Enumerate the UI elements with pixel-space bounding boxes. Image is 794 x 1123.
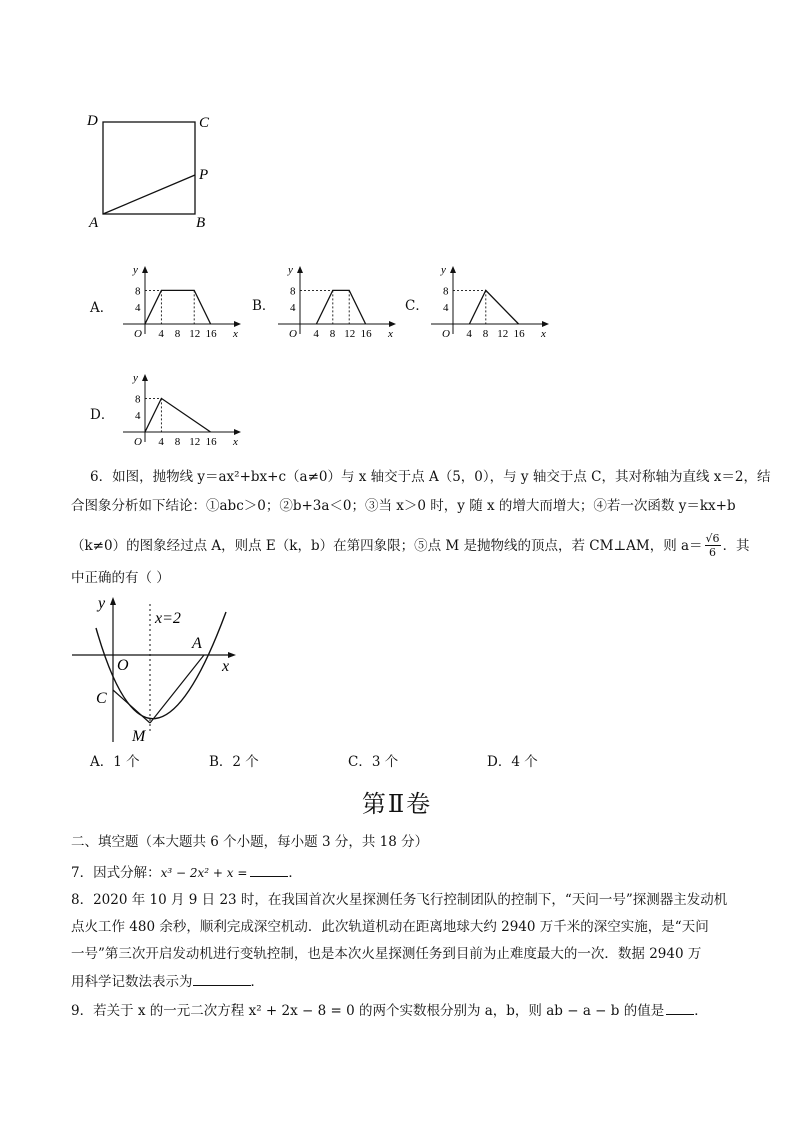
y-tick-label: 8 — [135, 393, 141, 406]
x-tick-label: 12 — [497, 328, 509, 340]
x-axis-arrow-icon — [234, 321, 241, 327]
q5-option-b-graph — [270, 262, 405, 344]
y-axis-label: y — [133, 264, 138, 276]
q5-option-a-label: A． — [90, 300, 114, 316]
x-tick-label: 16 — [513, 328, 525, 340]
part-title: 第Ⅱ卷 — [361, 790, 433, 818]
section-heading: 二、填空题（本大题共 6 个小题，每小题 3 分，共 18 分） — [71, 834, 429, 850]
q6-option-d: D．4 个 — [487, 754, 538, 770]
x-axis-label: x — [388, 328, 393, 340]
x-tick-label: 8 — [329, 328, 336, 340]
q7-expression: x³ − 2x² + x = — [160, 866, 248, 880]
label-axis-x2: x=2 — [155, 610, 181, 627]
label-c: C — [199, 115, 210, 131]
q9 — [71, 1000, 708, 1021]
fraction-numerator: √6 — [705, 532, 720, 545]
y-axis-arrow-icon — [142, 266, 148, 273]
label-d: D — [87, 113, 98, 129]
y-axis-arrow-icon — [142, 374, 148, 381]
y-tick-label: 8 — [135, 285, 141, 298]
x-tick-label: 12 — [344, 328, 356, 340]
y-tick-label: 8 — [443, 285, 449, 298]
q7-answer-blank — [250, 862, 288, 877]
function-graph-line — [316, 290, 365, 324]
x-tick-label: 4 — [466, 328, 472, 340]
x-tick-label: 4 — [158, 436, 164, 448]
x-axis-arrow-icon — [234, 429, 241, 435]
x-axis-label: x — [233, 436, 238, 448]
x-axis-arrow-icon — [542, 321, 549, 327]
x-tick-label: 16 — [205, 436, 217, 448]
fraction — [705, 532, 721, 559]
y-tick-label: 4 — [443, 302, 449, 315]
q6-line2: 合图象分析如下结论：①abc＞0；②b+3a＜0；③当 x＞0 时，y 随 x 的增大而增大；④若一次函数 y＝kx+b — [71, 498, 736, 514]
q6-line1: 6．如图，抛物线 y＝ax²+bx+c（a≠0）与 x 轴交于点 A（5，0），与 y 轴交于点 C，其对称轴为直线 x＝2，结 — [90, 469, 771, 485]
q5-option-c-label: C． — [405, 298, 429, 314]
q5-option-c-graph — [423, 262, 558, 344]
x-axis-arrow-icon — [389, 321, 396, 327]
x-tick-label: 12 — [189, 328, 201, 340]
q5-option-d-graph — [115, 370, 250, 452]
q6-line3-text: （k≠0）的图象经过点 A，则点 E（k，b）在第四象限；⑤点 M 是抛物线的顶点，若 CM⊥AM，则 a＝ — [71, 538, 703, 554]
y-axis-label: y — [441, 264, 446, 276]
y-axis-label: y — [288, 264, 293, 276]
x-tick-label: 16 — [360, 328, 372, 340]
origin-label: O — [289, 328, 297, 340]
square-abcd — [103, 122, 195, 214]
y-tick-label: 4 — [135, 302, 141, 315]
square-figure — [80, 105, 230, 235]
q6-option-c: C．3 个 — [348, 754, 399, 770]
q6-line3-tail: ．其 — [722, 538, 750, 554]
label-c-point: C — [96, 690, 107, 707]
segment-am — [150, 655, 204, 723]
q8-line1: 8．2020 年 10 月 9 日 23 时，在我国首次火星探测任务飞行控制团队的控制下，“天问一号”探测器主发动机 — [71, 892, 728, 908]
y-axis-arrow-icon — [110, 597, 116, 605]
y-tick-label: 4 — [135, 410, 141, 423]
x-tick-label: 12 — [189, 436, 201, 448]
y-axis-label: y — [133, 372, 138, 384]
q5-option-d-label: D． — [90, 407, 115, 423]
q7 — [71, 862, 302, 883]
y-axis-arrow-icon — [450, 266, 456, 273]
y-tick-label: 4 — [290, 302, 296, 315]
x-tick-label: 8 — [482, 328, 489, 340]
origin-label: O — [134, 436, 142, 448]
x-tick-label: 4 — [313, 328, 319, 340]
x-tick-label: 16 — [205, 328, 217, 340]
label-b: B — [196, 215, 206, 231]
q8-line4-tail: ． — [250, 974, 264, 990]
x-axis-arrow-icon — [228, 652, 236, 658]
q9-text: 9．若关于 x 的一元二次方程 x² + 2x − 8 = 0 的两个实数根分别为 a，b，则 ab − a − b 的值是 — [71, 1003, 665, 1019]
label-p: P — [199, 167, 209, 183]
x-axis-label: x — [541, 328, 546, 340]
label-x: x — [222, 658, 230, 675]
x-tick-label: 8 — [174, 436, 181, 448]
parabola-graph — [66, 592, 246, 750]
q6-line3 — [71, 533, 750, 560]
function-graph-line — [469, 290, 518, 324]
fraction-denominator: 6 — [709, 546, 717, 559]
q9-answer-blank — [666, 1000, 694, 1015]
y-tick-label: 8 — [290, 285, 296, 298]
q8-line2: 点火工作 480 余秒，顺利完成深空机动．此次轨道机动在距离地球大约 2940 万千米的深空实施，是“天问 — [71, 919, 709, 935]
x-tick-label: 4 — [158, 328, 164, 340]
segment-ap — [103, 175, 195, 214]
x-axis-label: x — [233, 328, 238, 340]
q6-option-b: B．2 个 — [209, 754, 259, 770]
q5-option-b-label: B． — [252, 298, 276, 314]
segment-cm — [113, 690, 150, 723]
label-a: A — [89, 215, 99, 231]
function-graph-line — [145, 290, 211, 324]
label-m: M — [132, 728, 146, 745]
q9-tail: ． — [694, 1003, 708, 1019]
parabola-curve — [96, 612, 226, 719]
q8-line4-text: 用科学记数法表示为 — [71, 974, 193, 990]
origin-label: O — [442, 328, 450, 340]
y-axis-arrow-icon — [297, 266, 303, 273]
q6-line4: 中正确的有（ ） — [71, 570, 170, 586]
q7-prefix: 7．因式分解： — [71, 865, 161, 881]
q7-suffix: ． — [288, 865, 302, 881]
x-tick-label: 8 — [174, 328, 181, 340]
function-graph-line — [145, 398, 211, 432]
label-o: O — [117, 657, 129, 674]
q8-answer-blank — [193, 971, 251, 986]
q8-line4 — [71, 971, 264, 992]
label-a-point: A — [192, 635, 202, 652]
q5-option-a-graph — [115, 262, 250, 344]
q8-line3: 一号”第三次开启发动机进行变轨控制，也是本次火星探测任务到目前为止难度最大的一次．数据 2940 万 — [71, 946, 702, 962]
origin-label: O — [134, 328, 142, 340]
q6-option-a: A．1 个 — [90, 754, 140, 770]
label-y: y — [98, 595, 106, 612]
